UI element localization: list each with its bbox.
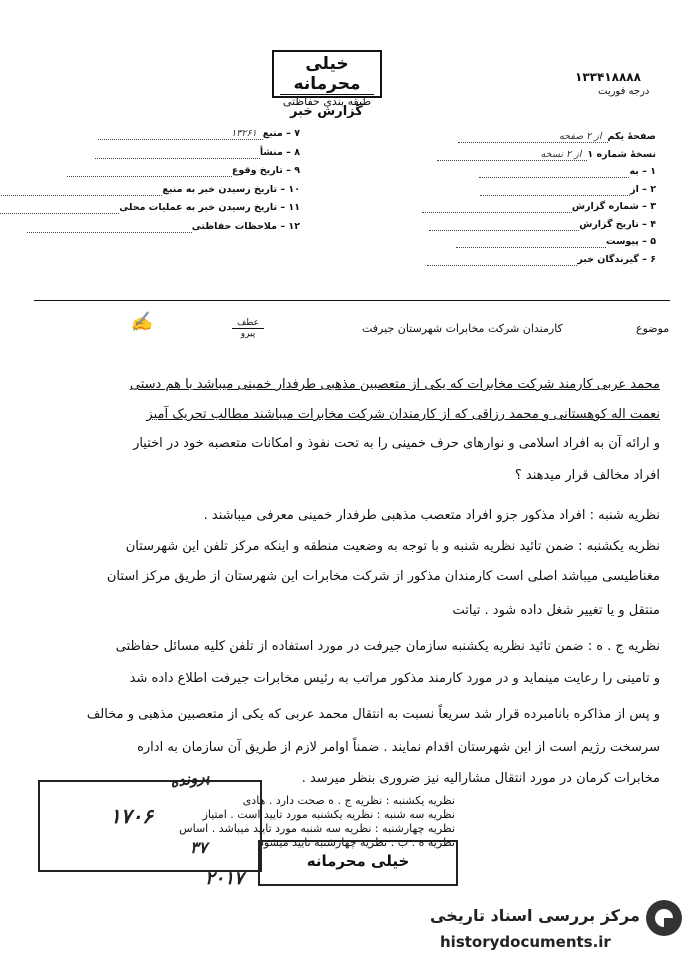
form-field-line bbox=[458, 131, 608, 143]
body-line: مغناطیسی میباشد اصلی است کارمندان مذکور از شرکت مخابرات این شهرستان از طریق مرکز استان bbox=[106, 569, 660, 584]
closing-note: نظریه ه . ب : نظریه چهارشنبه تایید میشود bbox=[259, 836, 455, 849]
form-field-line bbox=[456, 236, 606, 248]
form-field bbox=[35, 221, 300, 233]
form-field-line bbox=[27, 221, 192, 233]
priority-label: درجه فوریت bbox=[598, 86, 650, 97]
body-line: مخابرات کرمان در مورد انتقال مشارالیه نیز ضروری بنظر میرسد . bbox=[301, 771, 660, 786]
handwritten-note-right: پرونده bbox=[168, 766, 211, 792]
reference-top: عطف bbox=[232, 318, 264, 329]
form-field bbox=[35, 165, 300, 177]
stamp-year: ۳۷ bbox=[190, 838, 208, 857]
watermark-logo-icon bbox=[646, 900, 682, 936]
form-field-line bbox=[479, 166, 629, 178]
receipt-stamp bbox=[38, 780, 262, 872]
classification-stamp bbox=[272, 50, 382, 108]
form-field bbox=[406, 131, 656, 143]
form-field bbox=[35, 147, 300, 159]
form-field bbox=[35, 184, 300, 196]
form-field bbox=[35, 202, 300, 214]
subject-label: موضوع bbox=[636, 322, 670, 335]
form-field-line bbox=[437, 149, 587, 161]
form-field bbox=[406, 254, 656, 266]
subject-text: کارمندان شرکت مخابرات شهرستان جیرفت bbox=[362, 322, 563, 335]
form-field-label: ۱۰ – تاریخ رسیدن خبر به منبع bbox=[162, 183, 300, 195]
form-field-line bbox=[480, 184, 630, 196]
form-field-line bbox=[0, 202, 119, 214]
body-line: و پس از مذاکره بانامبرده قرار شد سریعاً نسبت به انتقال محمد عربی که یکی از متعصبین مذهبی و مخالف bbox=[86, 707, 660, 722]
divider bbox=[34, 300, 670, 301]
stamp-title: خیلی محرمانه bbox=[293, 54, 361, 94]
body-line: منتقل و یا تغییر شغل داده شود . تیاتت bbox=[452, 603, 660, 618]
closing-note: نظریه یکشنبه : نظریه ج . ه صحت دارد . هادی bbox=[242, 794, 455, 807]
form-field-label: ۴ – تاریخ گزارش bbox=[579, 218, 656, 230]
body-line: نظریه شنبه : افراد مذکور جزو افراد متعصب مذهبی طرفدار خمینی معرفی میباشند . bbox=[203, 508, 660, 523]
form-field bbox=[406, 184, 656, 196]
form-field-line bbox=[0, 184, 162, 196]
form-field bbox=[406, 219, 656, 231]
bottom-stamp-text: خیلی محرمانه bbox=[306, 852, 410, 870]
closing-note: نظریه چهارشنبه : نظریه سه شنبه مورد تایید میباشد . اساس bbox=[179, 822, 455, 835]
body-line: نعمت اله کوهستانی و محمد رزاقی که از کارمندان شرکت مخابرات میباشند مطالب تحریک آمیز bbox=[146, 407, 660, 422]
form-field-line bbox=[429, 219, 579, 231]
form-field-label: ۵ – پیوست bbox=[606, 236, 656, 247]
watermark-url: historydocuments.ir bbox=[440, 933, 611, 951]
form-field-label: ۱۲ – ملاحظات حفاظتی bbox=[191, 220, 300, 232]
closing-note: نظریه سه شنبه : نظریه یکشنبه مورد تایید است . امتیاز bbox=[202, 808, 455, 821]
body-line: محمد عربی کارمند شرکت مخابرات که یکی از متعصبین مذهبی طرفدار خمینی میباشد با هم دستی bbox=[129, 377, 660, 392]
form-field-label: ۲ – از bbox=[630, 183, 656, 195]
form-field-label: ۷ – منبع bbox=[262, 128, 300, 139]
document-number: ۱۳۳۴۱۸۸۸۸ bbox=[575, 70, 641, 84]
body-line: افراد مخالف قرار میدهند ؟ bbox=[514, 468, 660, 483]
reference-box bbox=[232, 318, 264, 339]
stamp-number: ۱۷۰۶ bbox=[110, 804, 153, 828]
handwritten-date: ۲۰۱۷ bbox=[205, 868, 244, 889]
form-field-line bbox=[422, 201, 572, 213]
form-field-label: نسخهٔ شماره ۱ bbox=[587, 148, 656, 160]
form-field-label: ۳ – شماره گزارش bbox=[571, 201, 656, 212]
body-line: و تامینی را رعایت مینماید و در مورد کارمند مذکور مراتب به رئیس مخابرات جیرفت اطلاع داده شد bbox=[129, 671, 660, 686]
form-field-label: ۱ – به bbox=[629, 166, 656, 177]
form-field-label: ۶ – گیرندگان خبر bbox=[577, 253, 656, 265]
form-field bbox=[406, 201, 656, 213]
form-field-value: ۱۳۲۶۱ bbox=[231, 128, 257, 139]
body-line: نظریه ج . ه : ضمن تائید نظریه یکشنبه سازمان جیرفت در مورد استفاده از تلفن کلیه مسائل حفاظتی bbox=[115, 639, 660, 654]
body-line: و ارائه آن به افراد اسلامی و نوارهای حرف خمینی را به تحت نفوذ و امکانات متعصبه خود در اختیار bbox=[133, 436, 660, 451]
reference-bottom: پیرو bbox=[240, 329, 256, 339]
form-field-line bbox=[98, 128, 263, 140]
form-field-label: ۱۱ – تاریخ رسیدن خبر به عملیات محلی bbox=[119, 202, 300, 213]
form-field-line bbox=[67, 165, 232, 177]
form-field-label: ۸ – منشأ bbox=[259, 146, 300, 158]
body-line: نظریه یکشنبه : ضمن تائید نظریه شنبه و با توجه به وضعیت منطقه و اینکه مرکز تلفن این شهرستان bbox=[125, 539, 660, 554]
form-field bbox=[406, 236, 656, 248]
watermark-title: مرکز بررسی اسناد تاریخی bbox=[430, 906, 640, 925]
handwritten-signature-top: ✍ bbox=[128, 310, 154, 335]
stamp-subtitle: طبقه بندی حفاظتی bbox=[280, 94, 374, 108]
form-field-line bbox=[427, 254, 577, 266]
form-field-label: صفحهٔ یکم bbox=[607, 131, 656, 142]
form-field bbox=[406, 149, 656, 161]
form-field-value: از ۲ نسخه bbox=[540, 148, 582, 160]
body-line: سرسخت رژیم است از این شهرستان اقدام نمایند . ضمناً اوامر لازم از طریق آن سازمان به اداره bbox=[137, 740, 660, 755]
form-field-value: از ۲ صفحه bbox=[559, 131, 602, 142]
bottom-classification-stamp bbox=[258, 840, 458, 886]
form-field bbox=[35, 128, 300, 140]
form-field-line bbox=[95, 147, 260, 159]
form-field bbox=[406, 166, 656, 178]
document-title: گزارش خبر bbox=[290, 104, 363, 119]
form-field-label: ۹ – تاریخ وقوع bbox=[231, 165, 300, 176]
